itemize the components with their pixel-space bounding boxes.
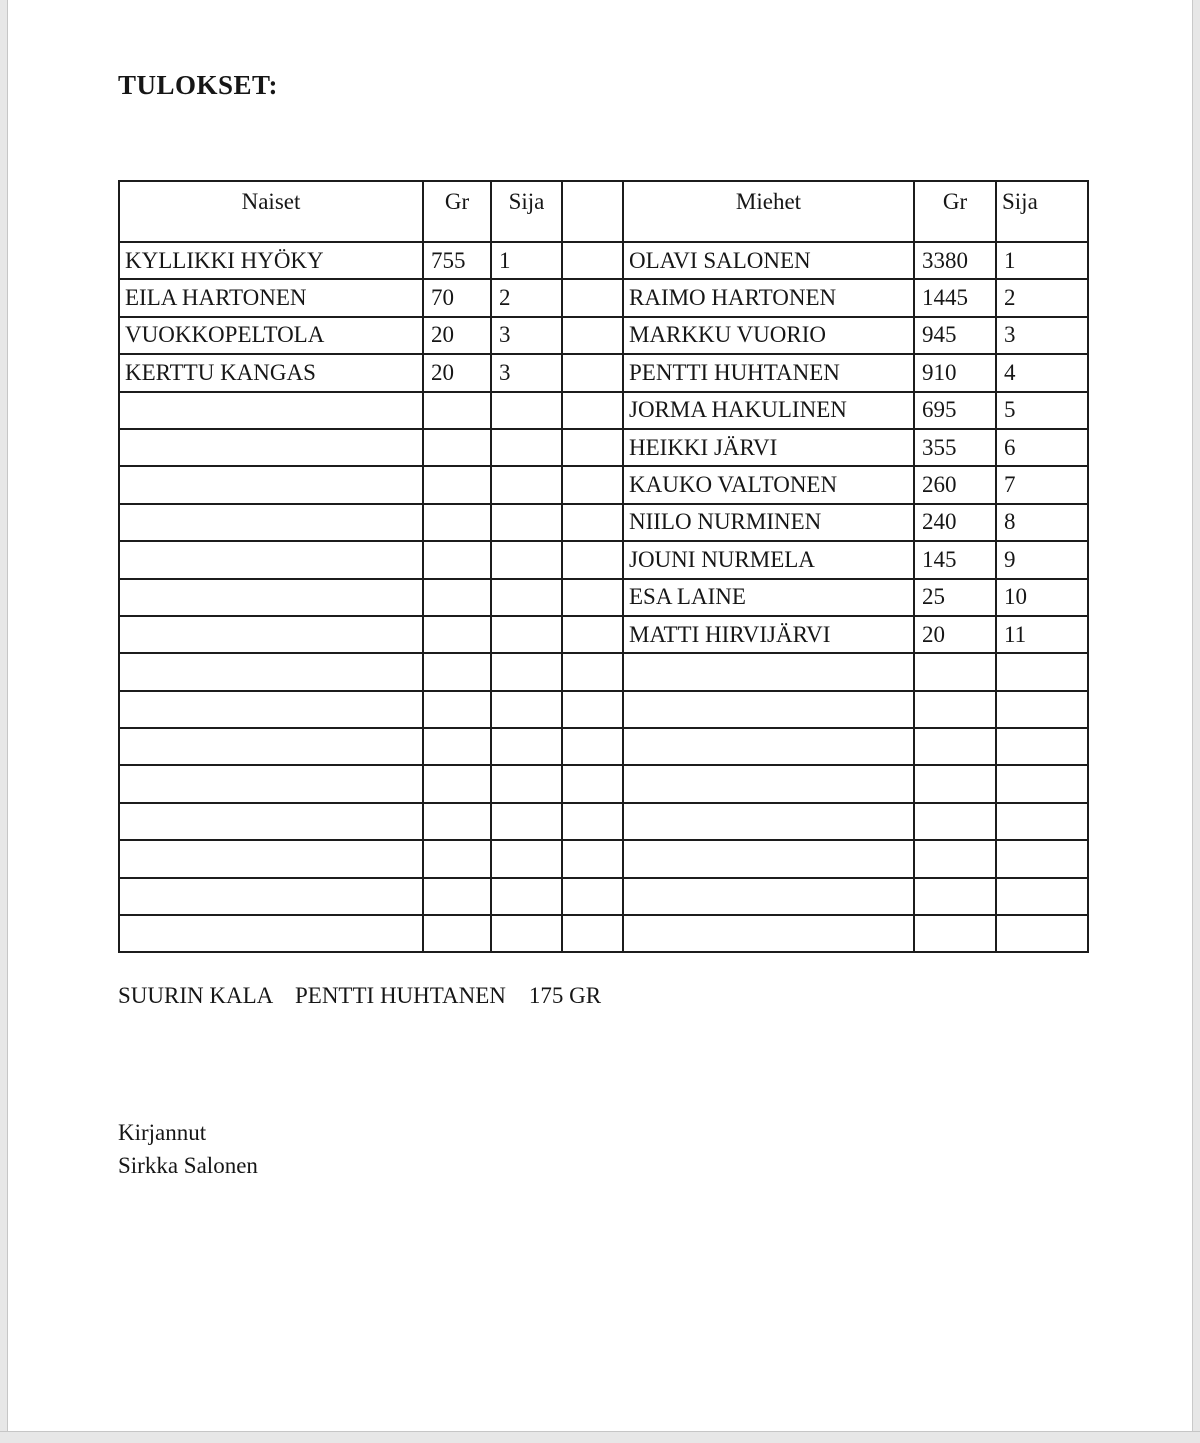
table-row bbox=[119, 878, 1088, 915]
women-name-cell: KERTTU KANGAS bbox=[119, 354, 423, 391]
women-gr-cell: 70 bbox=[423, 279, 491, 316]
women-gr-cell bbox=[423, 429, 491, 466]
women-sija-cell bbox=[491, 541, 562, 578]
women-name-cell bbox=[119, 765, 423, 802]
spacer-cell bbox=[562, 840, 623, 877]
men-sija-cell bbox=[996, 765, 1088, 802]
men-name-cell bbox=[623, 691, 914, 728]
men-name-cell: JOUNI NURMELA bbox=[623, 541, 914, 578]
men-name-cell bbox=[623, 840, 914, 877]
men-name-cell: MARKKU VUORIO bbox=[623, 317, 914, 354]
men-name-cell bbox=[623, 803, 914, 840]
men-name-cell bbox=[623, 653, 914, 690]
women-gr-cell: 20 bbox=[423, 317, 491, 354]
women-gr-cell: 755 bbox=[423, 242, 491, 279]
table-row bbox=[119, 429, 1088, 466]
men-gr-cell: 355 bbox=[914, 429, 996, 466]
workspace-edge-left bbox=[0, 0, 8, 1443]
spacer-cell bbox=[562, 653, 623, 690]
men-sija-cell: 9 bbox=[996, 541, 1088, 578]
signature-label: Kirjannut bbox=[118, 1120, 207, 1145]
men-name-cell: OLAVI SALONEN bbox=[623, 242, 914, 279]
women-name-cell bbox=[119, 466, 423, 503]
women-name-cell bbox=[119, 541, 423, 578]
men-gr-cell: 240 bbox=[914, 504, 996, 541]
women-gr-cell bbox=[423, 616, 491, 653]
women-name-cell bbox=[119, 691, 423, 728]
men-name-cell bbox=[623, 915, 914, 952]
women-sija-cell: 3 bbox=[491, 317, 562, 354]
women-name-cell bbox=[119, 915, 423, 952]
spacer-cell bbox=[562, 765, 623, 802]
men-name-cell bbox=[623, 878, 914, 915]
spacer-cell bbox=[562, 279, 623, 316]
men-sija-cell bbox=[996, 878, 1088, 915]
men-name-cell: PENTTI HUHTANEN bbox=[623, 354, 914, 391]
women-gr-cell bbox=[423, 878, 491, 915]
men-gr-cell bbox=[914, 915, 996, 952]
men-gr-cell: 695 bbox=[914, 392, 996, 429]
men-gr-cell: 1445 bbox=[914, 279, 996, 316]
women-sija-cell bbox=[491, 840, 562, 877]
women-sija-cell: 3 bbox=[491, 354, 562, 391]
men-sija-cell: 10 bbox=[996, 579, 1088, 616]
women-sija-cell bbox=[491, 653, 562, 690]
men-sija-cell: 5 bbox=[996, 392, 1088, 429]
results-table-header bbox=[119, 181, 1088, 242]
women-gr-cell bbox=[423, 653, 491, 690]
men-sija-cell: 8 bbox=[996, 504, 1088, 541]
women-gr-cell bbox=[423, 691, 491, 728]
men-gr-cell bbox=[914, 840, 996, 877]
women-gr-cell bbox=[423, 728, 491, 765]
women-name-cell bbox=[119, 392, 423, 429]
men-gr-cell: 3380 bbox=[914, 242, 996, 279]
men-gr-cell: 945 bbox=[914, 317, 996, 354]
spacer-cell bbox=[562, 242, 623, 279]
men-sija-cell bbox=[996, 803, 1088, 840]
table-row bbox=[119, 541, 1088, 578]
men-sija-cell bbox=[996, 653, 1088, 690]
women-sija-cell: 2 bbox=[491, 279, 562, 316]
spacer-cell bbox=[562, 691, 623, 728]
women-gr-cell: 20 bbox=[423, 354, 491, 391]
men-name-cell: MATTI HIRVIJÄRVI bbox=[623, 616, 914, 653]
men-name-cell bbox=[623, 728, 914, 765]
men-name-cell: KAUKO VALTONEN bbox=[623, 466, 914, 503]
spacer-cell bbox=[562, 429, 623, 466]
women-gr-header: Gr bbox=[423, 181, 491, 242]
men-sija-cell: 2 bbox=[996, 279, 1088, 316]
biggest-fish-line: SUURIN KALA PENTTI HUHTANEN 175 GR bbox=[118, 983, 602, 1008]
spacer-cell bbox=[562, 803, 623, 840]
women-gr-cell bbox=[423, 466, 491, 503]
table-row bbox=[119, 765, 1088, 802]
table-row bbox=[119, 840, 1088, 877]
women-name-cell: VUOKKOPELTOLA bbox=[119, 317, 423, 354]
table-row bbox=[119, 616, 1088, 653]
men-sija-cell: 3 bbox=[996, 317, 1088, 354]
women-gr-cell bbox=[423, 392, 491, 429]
signature-name: Sirkka Salonen bbox=[118, 1153, 258, 1178]
page-title: TULOKSET: bbox=[118, 70, 279, 100]
women-sija-cell bbox=[491, 803, 562, 840]
women-name-cell bbox=[119, 840, 423, 877]
women-gr-cell bbox=[423, 915, 491, 952]
women-gr-cell bbox=[423, 765, 491, 802]
signature-block bbox=[118, 1116, 258, 1182]
table-row bbox=[119, 653, 1088, 690]
table-row bbox=[119, 579, 1088, 616]
table-row bbox=[119, 242, 1088, 279]
women-name-cell bbox=[119, 579, 423, 616]
women-gr-cell bbox=[423, 803, 491, 840]
women-name-cell bbox=[119, 803, 423, 840]
results-table bbox=[118, 180, 1089, 953]
men-name-cell: JORMA HAKULINEN bbox=[623, 392, 914, 429]
men-column-header: Miehet bbox=[623, 181, 914, 242]
spacer-cell bbox=[562, 504, 623, 541]
women-column-header: Naiset bbox=[119, 181, 423, 242]
men-gr-cell bbox=[914, 691, 996, 728]
men-gr-cell bbox=[914, 878, 996, 915]
women-sija-cell bbox=[491, 392, 562, 429]
women-sija-cell bbox=[491, 765, 562, 802]
spacer-cell bbox=[562, 392, 623, 429]
men-name-cell: NIILO NURMINEN bbox=[623, 504, 914, 541]
women-name-cell bbox=[119, 653, 423, 690]
men-gr-cell: 145 bbox=[914, 541, 996, 578]
table-row bbox=[119, 691, 1088, 728]
women-name-cell bbox=[119, 616, 423, 653]
women-sija-header: Sija bbox=[491, 181, 562, 242]
spacer-header bbox=[562, 181, 623, 242]
women-name-cell: KYLLIKKI HYÖKY bbox=[119, 242, 423, 279]
spacer-cell bbox=[562, 354, 623, 391]
results-table-body bbox=[119, 242, 1088, 952]
women-name-cell bbox=[119, 429, 423, 466]
women-sija-cell bbox=[491, 878, 562, 915]
table-row bbox=[119, 728, 1088, 765]
men-sija-cell: 1 bbox=[996, 242, 1088, 279]
spacer-cell bbox=[562, 728, 623, 765]
women-sija-cell bbox=[491, 579, 562, 616]
men-sija-cell: 11 bbox=[996, 616, 1088, 653]
women-gr-cell bbox=[423, 840, 491, 877]
men-gr-cell bbox=[914, 653, 996, 690]
table-row bbox=[119, 392, 1088, 429]
women-sija-cell bbox=[491, 915, 562, 952]
women-sija-cell bbox=[491, 616, 562, 653]
men-gr-cell bbox=[914, 803, 996, 840]
women-gr-cell bbox=[423, 579, 491, 616]
workspace-edge-right bbox=[1192, 0, 1200, 1443]
spacer-cell bbox=[562, 579, 623, 616]
women-name-cell bbox=[119, 504, 423, 541]
men-name-cell: ESA LAINE bbox=[623, 579, 914, 616]
women-sija-cell bbox=[491, 429, 562, 466]
spacer-cell bbox=[562, 616, 623, 653]
women-sija-cell bbox=[491, 504, 562, 541]
men-sija-cell: 4 bbox=[996, 354, 1088, 391]
men-name-cell: HEIKKI JÄRVI bbox=[623, 429, 914, 466]
men-sija-cell bbox=[996, 840, 1088, 877]
men-sija-header: Sija bbox=[996, 181, 1088, 242]
men-sija-cell bbox=[996, 915, 1088, 952]
women-sija-cell bbox=[491, 691, 562, 728]
women-sija-cell bbox=[491, 728, 562, 765]
spacer-cell bbox=[562, 915, 623, 952]
table-row bbox=[119, 279, 1088, 316]
women-name-cell bbox=[119, 728, 423, 765]
women-gr-cell bbox=[423, 541, 491, 578]
table-row bbox=[119, 317, 1088, 354]
women-name-cell bbox=[119, 878, 423, 915]
workspace-edge-bottom bbox=[0, 1431, 1200, 1443]
men-sija-cell: 6 bbox=[996, 429, 1088, 466]
table-row bbox=[119, 466, 1088, 503]
spacer-cell bbox=[562, 541, 623, 578]
men-sija-cell: 7 bbox=[996, 466, 1088, 503]
men-name-cell bbox=[623, 765, 914, 802]
table-row bbox=[119, 915, 1088, 952]
men-name-cell: RAIMO HARTONEN bbox=[623, 279, 914, 316]
men-gr-cell: 25 bbox=[914, 579, 996, 616]
spacer-cell bbox=[562, 317, 623, 354]
table-row bbox=[119, 504, 1088, 541]
table-row bbox=[119, 803, 1088, 840]
men-sija-cell bbox=[996, 691, 1088, 728]
spacer-cell bbox=[562, 466, 623, 503]
table-row bbox=[119, 354, 1088, 391]
women-sija-cell bbox=[491, 466, 562, 503]
men-gr-header: Gr bbox=[914, 181, 996, 242]
men-gr-cell: 260 bbox=[914, 466, 996, 503]
men-gr-cell: 20 bbox=[914, 616, 996, 653]
women-sija-cell: 1 bbox=[491, 242, 562, 279]
men-gr-cell bbox=[914, 728, 996, 765]
header-row bbox=[119, 181, 1088, 242]
men-gr-cell: 910 bbox=[914, 354, 996, 391]
spacer-cell bbox=[562, 878, 623, 915]
men-sija-cell bbox=[996, 728, 1088, 765]
men-gr-cell bbox=[914, 765, 996, 802]
women-name-cell: EILA HARTONEN bbox=[119, 279, 423, 316]
women-gr-cell bbox=[423, 504, 491, 541]
